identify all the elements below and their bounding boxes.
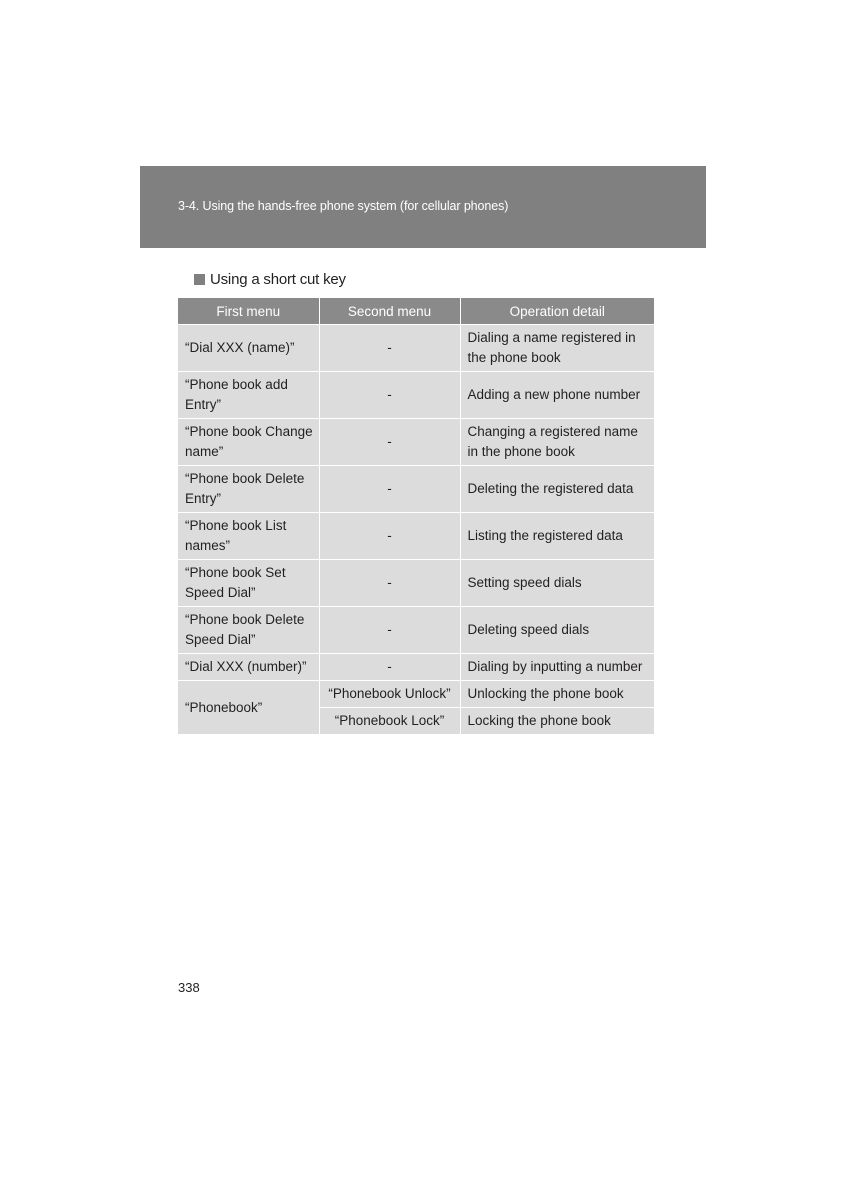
chapter-header-title: 3-4. Using the hands-free phone system (for cellular phones)	[178, 199, 509, 213]
table-row	[178, 513, 654, 560]
page-number: 338	[178, 980, 200, 995]
first-menu-cell: “Dial XXX (name)”	[178, 325, 319, 372]
second-menu-cell: -	[319, 513, 460, 560]
table-row	[178, 325, 654, 372]
second-menu-cell: -	[319, 325, 460, 372]
second-menu-cell: “Phonebook Unlock”	[319, 681, 460, 708]
operation-detail-cell: Dialing a name registered in the phone book	[460, 325, 654, 372]
table-row	[178, 654, 654, 681]
table-row	[178, 607, 654, 654]
table-header-row	[178, 298, 654, 325]
second-menu-cell: “Phonebook Lock”	[319, 708, 460, 735]
table-row	[178, 560, 654, 607]
first-menu-cell: “Phone book Set Speed Dial”	[178, 560, 319, 607]
first-menu-cell: “Phone book Delete Speed Dial”	[178, 607, 319, 654]
operation-detail-cell: Locking the phone book	[460, 708, 654, 735]
second-menu-cell: -	[319, 607, 460, 654]
second-menu-cell: -	[319, 372, 460, 419]
second-menu-cell: -	[319, 654, 460, 681]
first-menu-cell: “Phonebook”	[178, 681, 319, 735]
column-header-first-menu: First menu	[178, 298, 319, 325]
table-row	[178, 372, 654, 419]
column-header-operation-detail: Operation detail	[460, 298, 654, 325]
second-menu-cell: -	[319, 466, 460, 513]
operation-detail-cell: Adding a new phone number	[460, 372, 654, 419]
first-menu-cell: “Phone book List names”	[178, 513, 319, 560]
operation-detail-cell: Unlocking the phone book	[460, 681, 654, 708]
square-bullet-icon	[194, 274, 205, 285]
operation-detail-cell: Listing the registered data	[460, 513, 654, 560]
first-menu-cell: “Phone book add Entry”	[178, 372, 319, 419]
second-menu-cell: -	[319, 560, 460, 607]
first-menu-cell: “Dial XXX (number)”	[178, 654, 319, 681]
table-row	[178, 419, 654, 466]
operation-detail-cell: Deleting the registered data	[460, 466, 654, 513]
operation-detail-cell: Setting speed dials	[460, 560, 654, 607]
chapter-header-band	[140, 166, 706, 248]
section-title: Using a short cut key	[210, 270, 346, 288]
operation-detail-cell: Changing a registered name in the phone book	[460, 419, 654, 466]
first-menu-cell: “Phone book Change name”	[178, 419, 319, 466]
column-header-second-menu: Second menu	[319, 298, 460, 325]
table-row	[178, 681, 654, 708]
operation-detail-cell: Dialing by inputting a number	[460, 654, 654, 681]
section-heading	[194, 268, 346, 290]
operation-detail-cell: Deleting speed dials	[460, 607, 654, 654]
table-row	[178, 466, 654, 513]
second-menu-cell: -	[319, 419, 460, 466]
first-menu-cell: “Phone book Delete Entry”	[178, 466, 319, 513]
shortcut-key-table	[178, 298, 654, 734]
